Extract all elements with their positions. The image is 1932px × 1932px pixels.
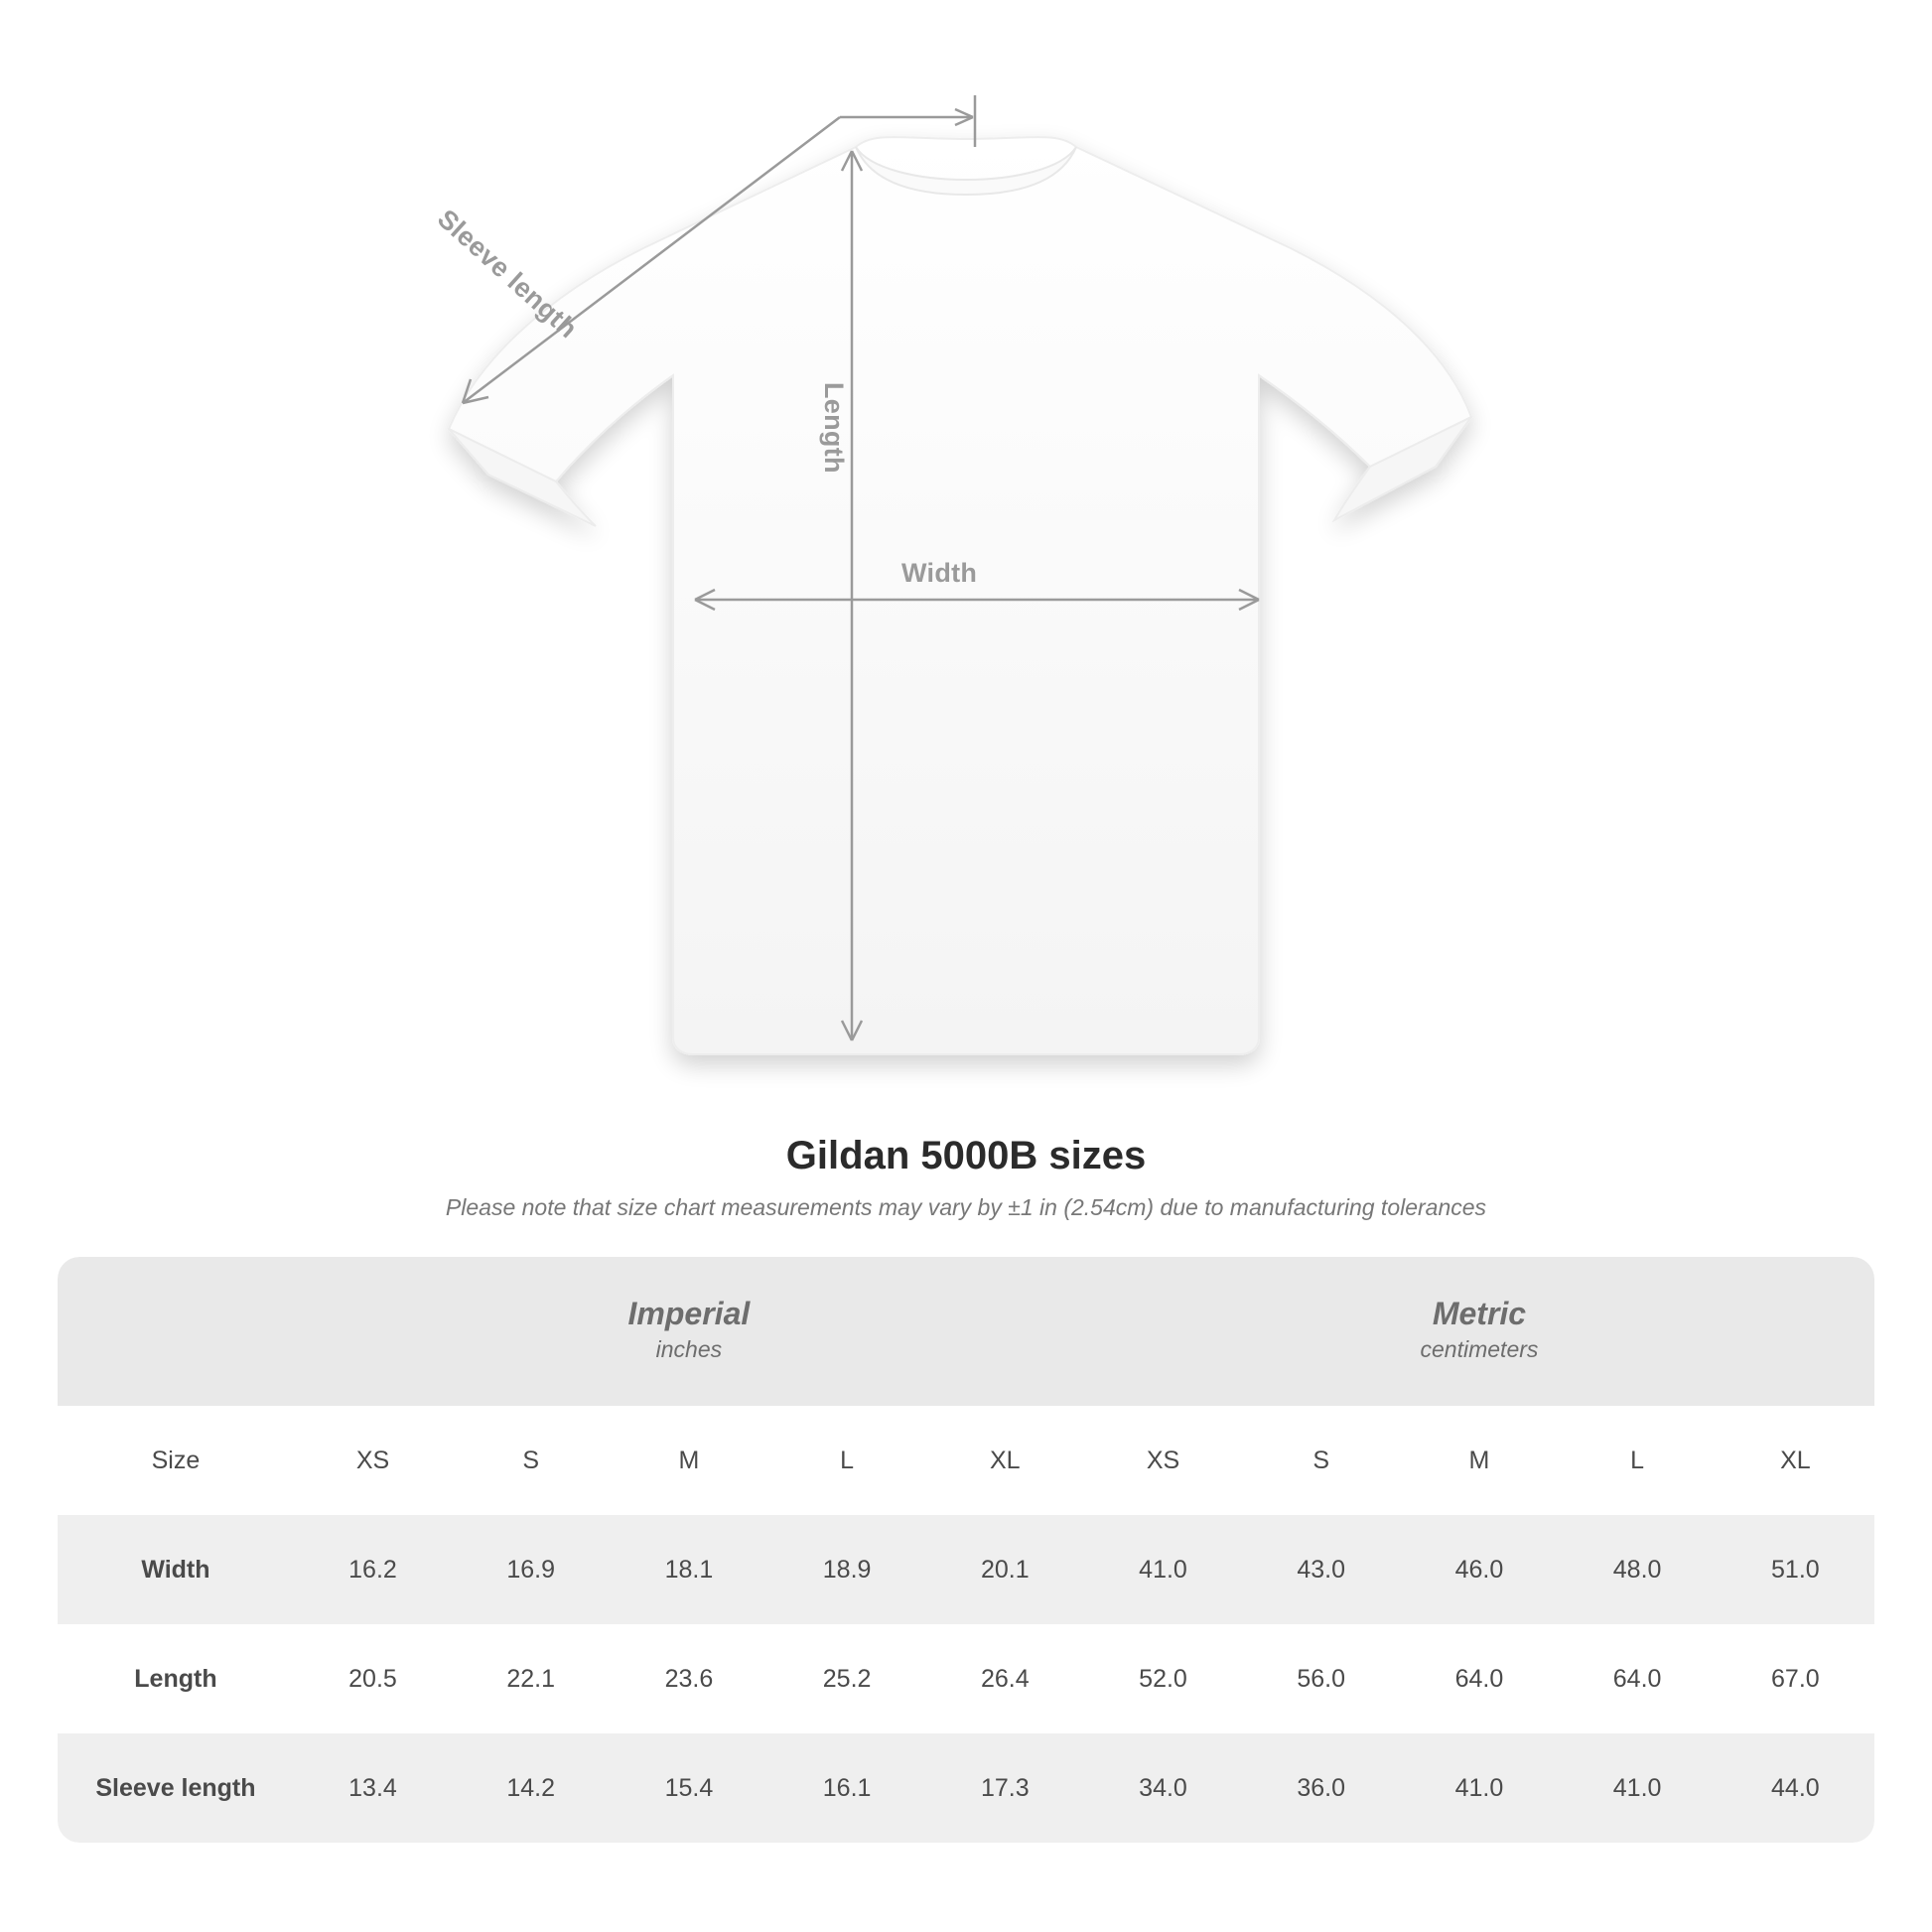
cell-sleeve-imperial-l: 16.1 <box>768 1733 926 1843</box>
cell-length-imperial-xl: 26.4 <box>926 1624 1084 1733</box>
table-row <box>58 1733 1874 1843</box>
length-dimension-label: Length <box>819 382 849 474</box>
size-chart-table-wrapper <box>58 1257 1874 1843</box>
unit-system-metric <box>1084 1257 1874 1406</box>
cell-width-imperial-xs: 16.2 <box>294 1515 452 1624</box>
cell-sleeve-metric-xl: 44.0 <box>1717 1733 1874 1843</box>
cell-length-metric-l: 64.0 <box>1559 1624 1717 1733</box>
column-header-metric-xl: XL <box>1717 1406 1874 1515</box>
cell-length-metric-xs: 52.0 <box>1084 1624 1242 1733</box>
sys-blank-cell <box>58 1257 294 1406</box>
cell-width-metric-xl: 51.0 <box>1717 1515 1874 1624</box>
cell-sleeve-metric-s: 36.0 <box>1242 1733 1400 1843</box>
cell-length-metric-s: 56.0 <box>1242 1624 1400 1733</box>
cell-width-metric-xs: 41.0 <box>1084 1515 1242 1624</box>
imperial-unit: inches <box>655 1336 723 1363</box>
unit-system-imperial <box>294 1257 1084 1406</box>
cell-length-imperial-l: 25.2 <box>768 1624 926 1733</box>
cell-sleeve-metric-xs: 34.0 <box>1084 1733 1242 1843</box>
tolerance-note: Please note that size chart measurements may vary by ±1 in (2.54cm) due to manufacturing tolerances <box>445 1194 1487 1220</box>
cell-length-imperial-m: 23.6 <box>610 1624 767 1733</box>
metric-label: Metric <box>1432 1296 1527 1332</box>
cell-sleeve-imperial-s: 14.2 <box>452 1733 610 1843</box>
table-row <box>58 1515 1874 1624</box>
cell-sleeve-imperial-xl: 17.3 <box>926 1733 1084 1843</box>
cell-width-imperial-xl: 20.1 <box>926 1515 1084 1624</box>
cell-sleeve-imperial-xs: 13.4 <box>294 1733 452 1843</box>
cell-width-metric-s: 43.0 <box>1242 1515 1400 1624</box>
column-header-metric-xs: XS <box>1084 1406 1242 1515</box>
cell-length-imperial-s: 22.1 <box>452 1624 610 1733</box>
table-row <box>58 1624 1874 1733</box>
cell-width-metric-l: 48.0 <box>1559 1515 1717 1624</box>
column-header-imperial-xl: XL <box>926 1406 1084 1515</box>
size-header-row <box>58 1406 1874 1515</box>
page-title: Gildan 5000B sizes <box>785 1134 1147 1177</box>
row-header-width: Width <box>58 1515 294 1624</box>
column-header-metric-s: S <box>1242 1406 1400 1515</box>
column-header-metric-m: M <box>1400 1406 1558 1515</box>
cell-length-metric-xl: 67.0 <box>1717 1624 1874 1733</box>
imperial-label: Imperial <box>627 1296 751 1332</box>
cell-width-imperial-s: 16.9 <box>452 1515 610 1624</box>
cell-width-metric-m: 46.0 <box>1400 1515 1558 1624</box>
row-header-length: Length <box>58 1624 294 1733</box>
cell-length-metric-m: 64.0 <box>1400 1624 1558 1733</box>
sleeve-length-dimension-label: Sleeve length <box>431 204 584 345</box>
cell-sleeve-metric-l: 41.0 <box>1559 1733 1717 1843</box>
tshirt-shape <box>449 137 1471 1054</box>
cell-width-imperial-m: 18.1 <box>610 1515 767 1624</box>
column-header-metric-l: L <box>1559 1406 1717 1515</box>
size-chart-table <box>58 1257 1874 1843</box>
column-header-imperial-l: L <box>768 1406 926 1515</box>
unit-system-header-row <box>58 1257 1874 1406</box>
column-header-size: Size <box>58 1406 294 1515</box>
column-header-imperial-s: S <box>452 1406 610 1515</box>
row-header-sleeve-length: Sleeve length <box>58 1733 294 1843</box>
cell-sleeve-metric-m: 41.0 <box>1400 1733 1558 1843</box>
title-block <box>0 1134 1932 1221</box>
column-header-imperial-xs: XS <box>294 1406 452 1515</box>
column-header-imperial-m: M <box>610 1406 767 1515</box>
width-dimension-label: Width <box>901 558 978 588</box>
metric-unit: centimeters <box>1420 1336 1539 1363</box>
cell-sleeve-imperial-m: 15.4 <box>610 1733 767 1843</box>
cell-length-imperial-xs: 20.5 <box>294 1624 452 1733</box>
cell-width-imperial-l: 18.9 <box>768 1515 926 1624</box>
